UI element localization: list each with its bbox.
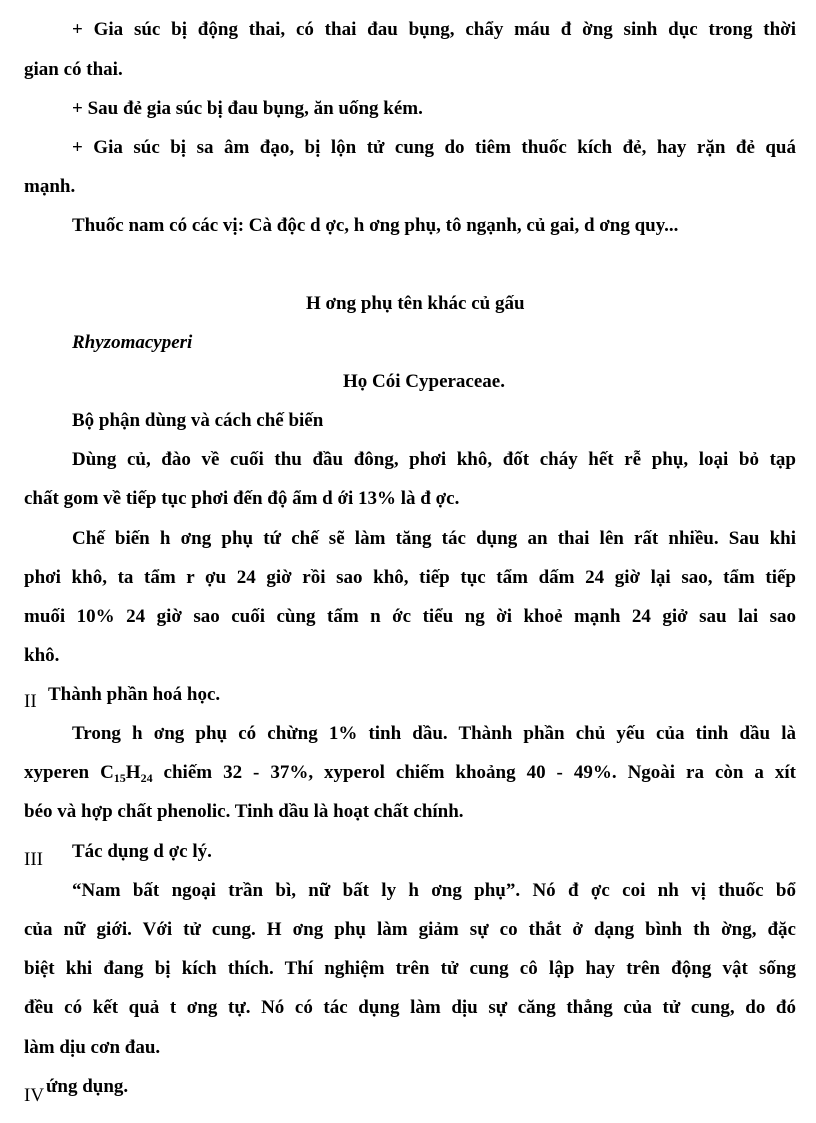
section-number: IV bbox=[24, 1085, 45, 1106]
text-line: + Gia súc bị động thai, có thai đau bụng, chẩy máu đ ờng sinh dục trong thời bbox=[72, 19, 796, 40]
family-name: Họ Cói Cyperaceae. bbox=[343, 371, 505, 392]
text-line: phơi khô, ta tẩm r ợu 24 giờ rồi sao khô, tiếp tục tẩm dấm 24 giờ lại sao, tẩm tiếp bbox=[24, 567, 796, 588]
text-line: muối 10% 24 giờ sao cuối cùng tẩm n ớc tiểu ng ời khoẻ mạnh 24 giở sau lai sao bbox=[24, 606, 796, 627]
formula-subscript: 24 bbox=[140, 771, 153, 785]
text-line: Chế biến h ơng phụ tứ chế sẽ làm tăng tác dụng an thai lên rất nhiều. Sau khi bbox=[72, 528, 796, 549]
text-line-formula bbox=[24, 761, 796, 785]
text-line: béo và hợp chất phenolic. Tinh dầu là hoạt chất chính. bbox=[24, 801, 464, 822]
text-line: của nữ giới. Với tử cung. H ơng phụ làm giảm sự co thắt ở dạng bình th ờng, đặc bbox=[24, 919, 796, 940]
latin-name: Rhyzomacyperi bbox=[72, 332, 193, 353]
text-line: “Nam bất ngoại trần bì, nữ bất ly h ơng phụ”. Nó đ ợc coi nh vị thuốc bổ bbox=[72, 880, 796, 901]
text-line: Dùng củ, đào về cuối thu đầu đông, phơi khô, đốt cháy hết rễ phụ, loại bỏ tạp bbox=[72, 449, 796, 470]
section-title: H ơng phụ tên khác củ gấu bbox=[306, 293, 525, 314]
text-line: + Gia súc bị sa âm đạo, bị lộn tử cung do tiêm thuốc kích đẻ, hay rặn đẻ quá bbox=[72, 137, 796, 158]
formula-subscript: 15 bbox=[113, 771, 126, 785]
text-line: khô. bbox=[24, 645, 60, 666]
subheading: Bộ phận dùng và cách chế biến bbox=[72, 410, 324, 431]
section-number: II bbox=[24, 691, 37, 712]
section-heading: Thành phần hoá học. bbox=[48, 684, 221, 705]
text-line: biệt khi đang bị kích thích. Thí nghiệm trên tử cung cô lập hay trên động vật sống bbox=[24, 958, 796, 979]
section-heading: ứng dụng. bbox=[46, 1076, 129, 1097]
text-line: + Sau đẻ gia súc bị đau bụng, ăn uống kém. bbox=[72, 98, 423, 119]
text-line: gian có thai. bbox=[24, 59, 123, 80]
text-line: đều có kết quả t ơng tự. Nó có tác dụng làm dịu sự căng thẳng của tử cung, do đó bbox=[24, 997, 796, 1018]
text-line: mạnh. bbox=[24, 176, 76, 197]
text-line: Thuốc nam có các vị: Cà độc d ợc, h ơng phụ, tô ngạnh, củ gai, d ơng quy... bbox=[72, 215, 679, 236]
section-heading: Tác dụng d ợc lý. bbox=[72, 841, 212, 862]
section-number: III bbox=[24, 849, 43, 870]
text-line: làm dịu cơn đau. bbox=[24, 1037, 161, 1058]
text-line: Trong h ơng phụ có chừng 1% tinh dầu. Thành phần chủ yếu của tinh dầu là bbox=[72, 723, 796, 744]
formula-text: H bbox=[125, 762, 141, 783]
formula-text: xyperen C bbox=[24, 762, 114, 783]
formula-text: chiếm 32 - 37%, xyperol chiếm khoảng 40 - 49%. Ngoài ra còn a xít bbox=[152, 762, 797, 783]
text-line: chất gom về tiếp tục phơi đến độ ẩm d ới 13% là đ ợc. bbox=[24, 488, 460, 509]
